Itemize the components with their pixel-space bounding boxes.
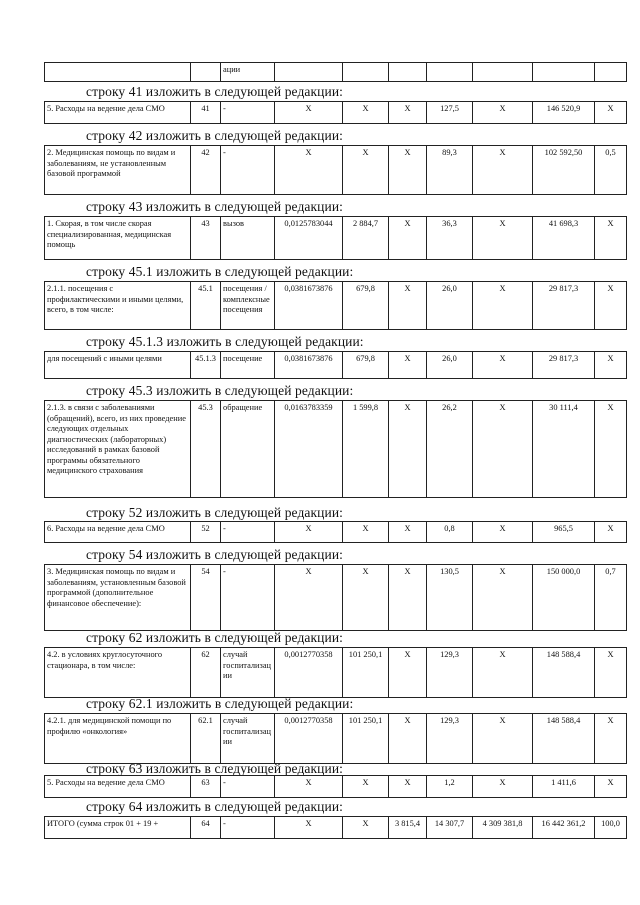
table-row [45,714,627,764]
table-cell: X [389,282,427,330]
table-cell: 0,8 [427,522,473,543]
table-row-63 [44,775,626,798]
table-cell: X [275,817,343,839]
table-cell: 101 250,1 [343,714,389,764]
section-heading-64: строку 64 изложить в следующей редакции: [86,799,344,814]
table-row [45,63,627,82]
table-fragment-top [44,62,626,82]
table-cell: 0,7 [595,565,627,631]
table-cell: 0,5 [595,146,627,195]
table-cell: 102 592,50 [533,146,595,195]
table-cell: 89,3 [427,146,473,195]
table-cell: X [389,565,427,631]
table-cell: 1 411,6 [533,776,595,798]
table-cell: 0,0381673876 [275,282,343,330]
table-cell: X [595,401,627,498]
table-cell: 14 307,7 [427,817,473,839]
table-cell: 1. Скорая, в том числе скорая специализированная, медицинская помощь [45,217,191,260]
table-row-45-1-3 [44,351,626,379]
table-row-43 [44,216,627,260]
table-cell [473,63,533,82]
table-cell: 0,0163783359 [275,401,343,498]
table-row-43 [44,216,626,260]
table-cell: 150 000,0 [533,565,595,631]
table-row-62-1 [44,713,627,764]
section-heading-63: строку 63 изложить в следующей редакции: [86,761,344,776]
table-cell: X [389,522,427,543]
table-cell: X [595,776,627,798]
section-heading-41: строку 41 изложить в следующей редакции: [86,84,344,99]
table-cell: X [343,522,389,543]
table-cell: ации [221,63,275,82]
table-row [45,648,627,698]
table-cell: 64 [191,817,221,839]
table-cell: 3. Медицинская помощь по видам и заболеваниям, установленным базовой программой (дополнительное финансовое обеспечение): [45,565,191,631]
table-cell: - [221,522,275,543]
table-cell: 62.1 [191,714,221,764]
table-cell: случай госпитализации [221,714,275,764]
section-heading-45-1: строку 45.1 изложить в следующей редакции: [86,264,354,279]
table-cell: 16 442 361,2 [533,817,595,839]
table-row-64 [44,816,627,839]
table-row [45,282,627,330]
table-row-42 [44,145,627,195]
table-cell: 5. Расходы на ведение дела СМО [45,776,191,798]
table-cell: X [595,102,627,124]
table-cell: X [389,714,427,764]
table-row-63 [44,775,627,798]
table-cell: 100,0 [595,817,627,839]
table-cell: X [473,146,533,195]
table-cell: 45.1 [191,282,221,330]
table-cell: 30 111,4 [533,401,595,498]
table-cell: 29 817,3 [533,282,595,330]
table-cell: 965,5 [533,522,595,543]
table-cell: 26,0 [427,282,473,330]
table-row [45,102,627,124]
table-row-52 [44,521,627,543]
table-cell: 41 [191,102,221,124]
table-cell: 54 [191,565,221,631]
table-cell: X [595,282,627,330]
table-cell [595,63,627,82]
table-row [45,776,627,798]
section-heading-45-3: строку 45.3 изложить в следующей редакции: [86,383,354,398]
table-row-45-1 [44,281,627,330]
table-cell: 0,0012770358 [275,714,343,764]
table-cell: случай госпитализации [221,648,275,698]
table-row [45,146,627,195]
table-cell: 0,0012770358 [275,648,343,698]
table-cell [45,63,191,82]
table-cell: 26,0 [427,352,473,379]
table-row [45,217,627,260]
table-cell: - [221,776,275,798]
table-cell: X [275,565,343,631]
table-row-45-3 [44,400,626,498]
table-row-45-3 [44,400,627,498]
table-cell: 52 [191,522,221,543]
table-cell: ИТОГО (сумма строк 01 + 19 + [45,817,191,839]
table-cell: X [343,102,389,124]
table-cell: X [389,217,427,260]
table-row-41 [44,101,626,124]
table-cell: - [221,817,275,839]
table-cell: для посещений с иными целями [45,352,191,379]
table-cell: X [473,401,533,498]
table-cell: 63 [191,776,221,798]
table-cell: обращение [221,401,275,498]
table-cell: X [595,217,627,260]
table-cell: X [275,776,343,798]
table-cell: X [275,102,343,124]
table-row [45,352,627,379]
table-cell: X [275,522,343,543]
table-cell: X [595,352,627,379]
section-heading-62-1: строку 62.1 изложить в следующей редакции: [86,696,354,711]
table-cell: X [343,565,389,631]
table-cell: 148 588,4 [533,648,595,698]
table-cell: X [473,714,533,764]
table-cell: 2 884,7 [343,217,389,260]
table-cell: вызов [221,217,275,260]
table-cell: 2.1.3. в связи с заболеваниями (обращений), всего, из них проведение следующих отдельных диагностических (лабораторных) исследований в рамках базовой программы обязательного медицинского страхования [45,401,191,498]
table-cell: X [473,352,533,379]
table-cell: - [221,565,275,631]
table-cell: 45.3 [191,401,221,498]
section-heading-54: строку 54 изложить в следующей редакции: [86,547,344,562]
table-row-45-1 [44,281,626,330]
table-cell: 1 599,8 [343,401,389,498]
table-cell: 1,2 [427,776,473,798]
table-cell: - [221,146,275,195]
table-cell: X [473,648,533,698]
table-cell: 6. Расходы на ведение дела СМО [45,522,191,543]
table-cell: X [595,648,627,698]
table-cell [275,63,343,82]
table-cell: X [275,146,343,195]
table-cell: X [595,522,627,543]
table-cell [389,63,427,82]
table-row-64 [44,816,626,839]
table-cell: 129,3 [427,648,473,698]
table-cell: X [389,102,427,124]
table-cell: X [473,565,533,631]
table-cell: 42 [191,146,221,195]
table-row [45,522,627,543]
table-cell: X [389,146,427,195]
table-row-54 [44,564,627,631]
table-cell: 2.1.1. посещения с профилактическими и иными целями, всего, в том числе: [45,282,191,330]
table-cell: 0,0125783044 [275,217,343,260]
table-cell: X [473,102,533,124]
table-row [45,565,627,631]
table-cell [191,63,221,82]
table-cell: X [343,817,389,839]
table-row-42 [44,145,626,195]
table-row-62-1 [44,713,626,764]
table-cell: 29 817,3 [533,352,595,379]
table-cell: X [389,352,427,379]
table-cell: X [389,648,427,698]
table-cell: посещение [221,352,275,379]
table-top-row [44,62,627,82]
table-cell: 129,3 [427,714,473,764]
table-cell: 148 588,4 [533,714,595,764]
table-cell: - [221,102,275,124]
table-cell: X [343,146,389,195]
table-cell: посещения /комплексные посещения [221,282,275,330]
table-cell [343,63,389,82]
table-cell: 146 520,9 [533,102,595,124]
table-cell: 36,3 [427,217,473,260]
table-cell: 45.1.3 [191,352,221,379]
table-row-62 [44,647,627,698]
section-heading-62: строку 62 изложить в следующей редакции: [86,630,344,645]
table-cell: 127,5 [427,102,473,124]
table-cell [427,63,473,82]
table-row [45,401,627,498]
table-cell: X [473,282,533,330]
table-cell: 5. Расходы на ведение дела СМО [45,102,191,124]
table-cell: 4.2.1. для медицинской помощи по профилю «онкология» [45,714,191,764]
table-cell: 130,5 [427,565,473,631]
section-heading-52: строку 52 изложить в следующей редакции: [86,505,344,520]
table-cell: 62 [191,648,221,698]
table-cell [533,63,595,82]
table-cell: X [473,522,533,543]
table-cell: 4 309 381,8 [473,817,533,839]
table-cell: X [595,714,627,764]
table-row-52 [44,521,626,543]
table-cell: X [473,217,533,260]
table-row-41 [44,101,627,124]
table-cell: X [343,776,389,798]
section-heading-43: строку 43 изложить в следующей редакции: [86,199,344,214]
section-heading-42: строку 42 изложить в следующей редакции: [86,128,344,143]
table-row [45,817,627,839]
table-cell: X [389,776,427,798]
table-row-62 [44,647,626,698]
table-cell: 2. Медицинская помощь по видам и заболеваниям, не установленным базовой программой [45,146,191,195]
table-row-45-1-3 [44,351,627,379]
table-cell: 43 [191,217,221,260]
table-cell: 4.2. в условиях круглосуточного стационара, в том числе: [45,648,191,698]
section-heading-45-1-3: строку 45.1.3 изложить в следующей редакции: [86,334,364,349]
table-cell: 26,2 [427,401,473,498]
table-cell: 3 815,4 [389,817,427,839]
table-cell: 101 250,1 [343,648,389,698]
table-cell: 41 698,3 [533,217,595,260]
table-row-54 [44,564,626,631]
table-cell: X [389,401,427,498]
table-cell: 0,0381673876 [275,352,343,379]
table-cell: 679,8 [343,282,389,330]
table-cell: X [473,776,533,798]
table-cell: 679,8 [343,352,389,379]
